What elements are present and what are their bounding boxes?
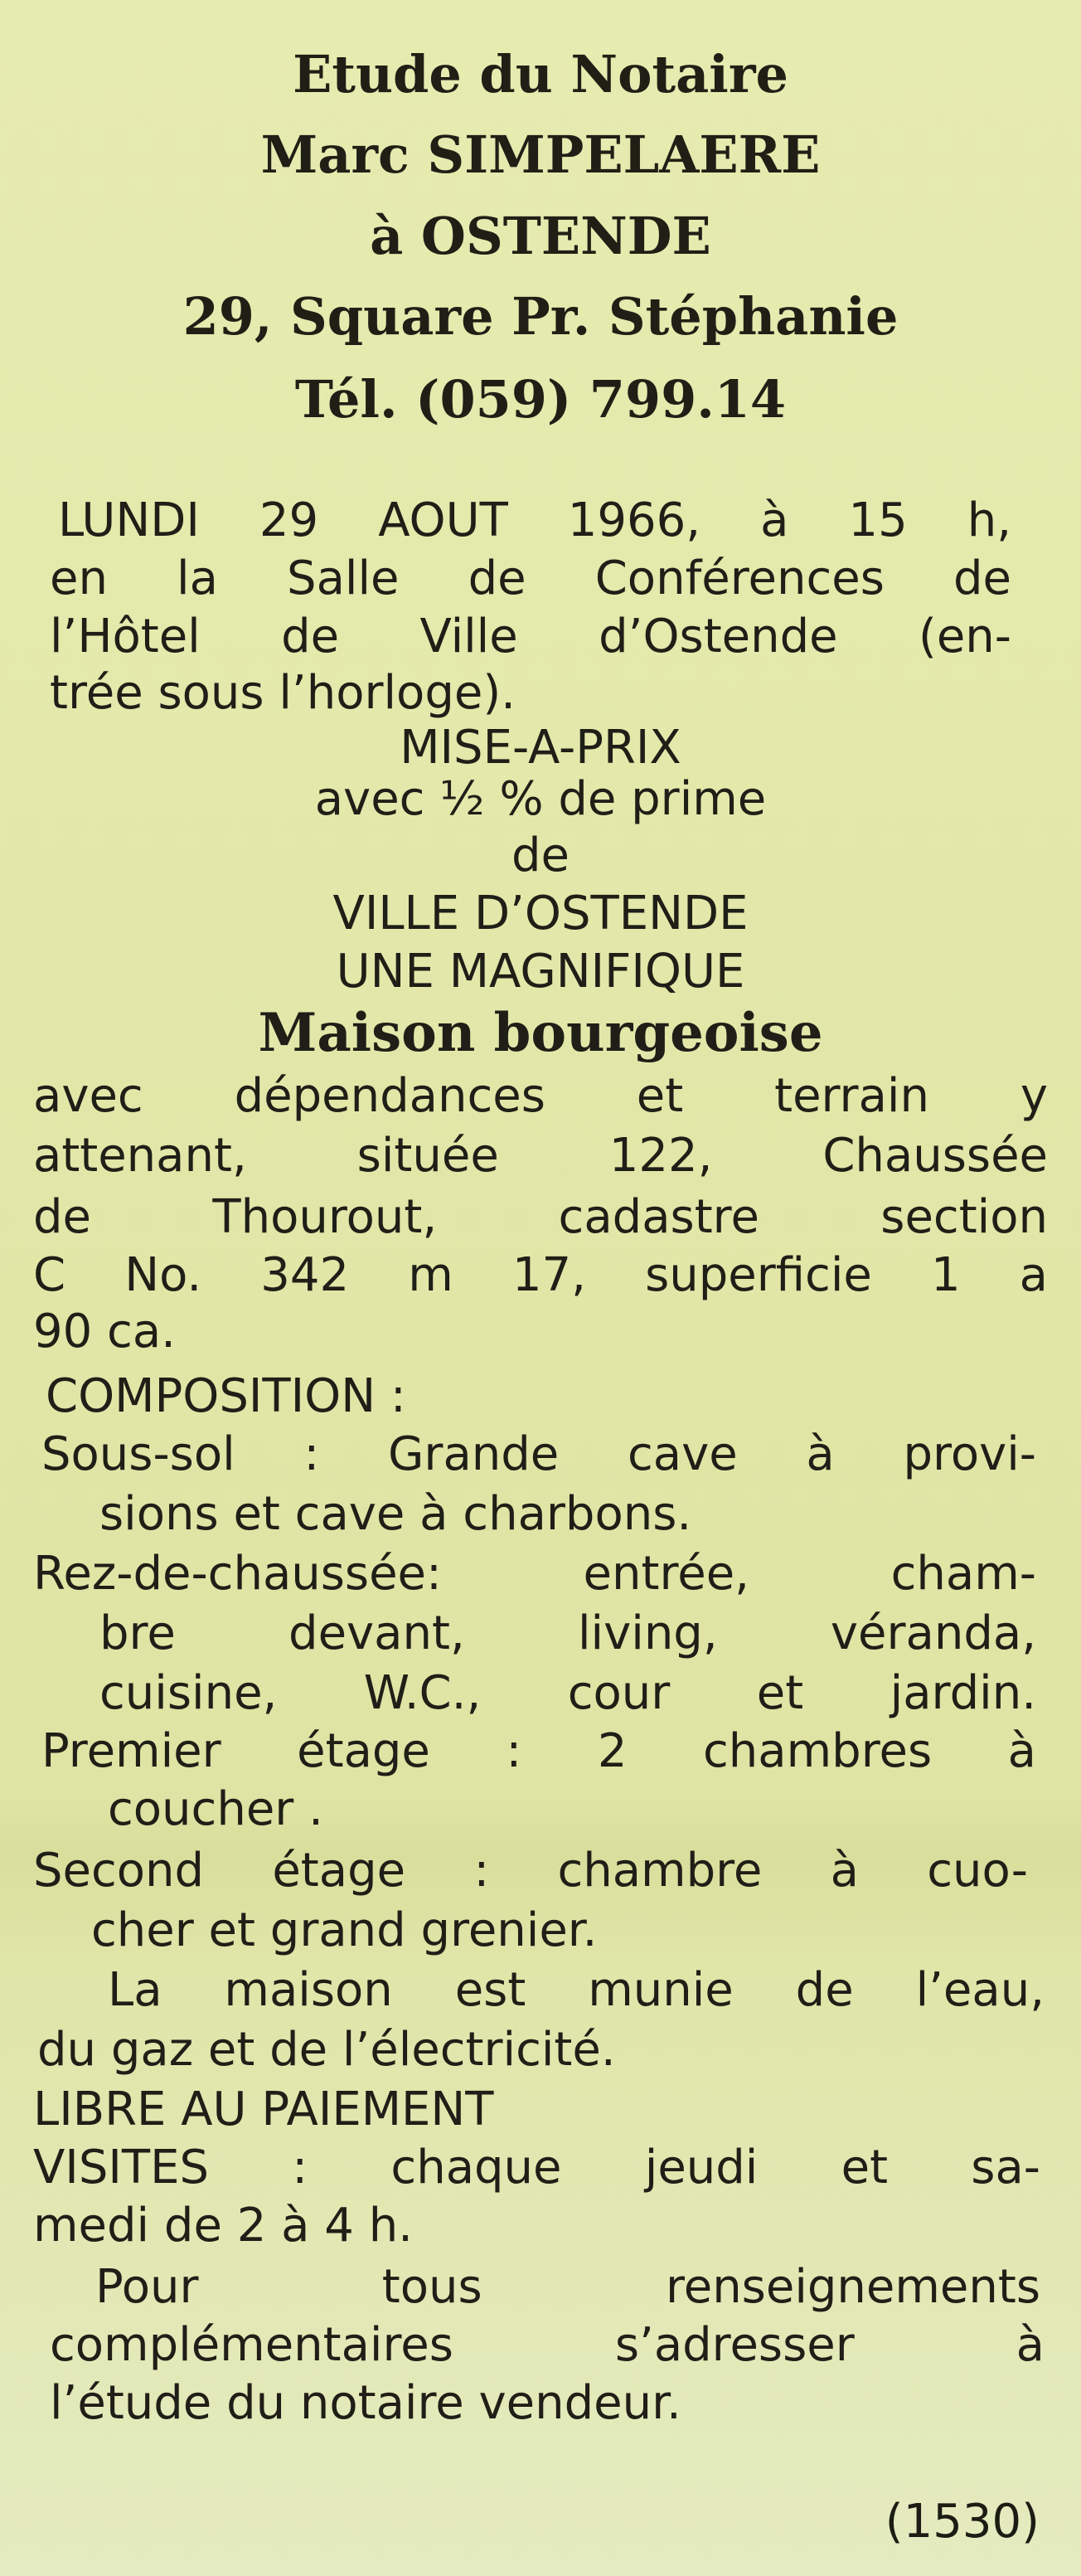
sale-date-line: LUNDI 29 AOUT 1966, à 15 h, <box>58 493 1011 547</box>
premier-etage-line: Premier étage : 2 chambres à <box>41 1724 1036 1778</box>
second-etage-line: cher et grand grenier. <box>91 1903 598 1957</box>
seller-line: VILLE D’OSTENDE <box>332 887 749 940</box>
property-description-line: 90 ca. <box>33 1305 176 1358</box>
magnifique-line: UNE MAGNIFIQUE <box>336 945 745 999</box>
sale-location-line: trée sous l’horloge). <box>50 666 516 720</box>
contact-line: l’étude du notaire vendeur. <box>50 2376 681 2430</box>
property-description-line: attenant, située 122, Chaussée <box>33 1129 1048 1183</box>
sous-sol-line: sions et cave à charbons. <box>99 1487 692 1541</box>
premier-etage-line: coucher . <box>108 1782 323 1836</box>
property-description-line: avec dépendances et terrain y <box>33 1069 1048 1123</box>
reference-number: (1530) <box>885 2495 1040 2549</box>
rez-de-chaussee-line: bre devant, living, véranda, <box>99 1606 1036 1660</box>
notary-office-line: Etude du Notaire <box>293 44 788 104</box>
composition-heading: COMPOSITION : <box>46 1369 406 1423</box>
contact-line: Pour tous renseignements <box>95 2260 1040 2314</box>
notary-phone: Tél. (059) 799.14 <box>294 369 787 430</box>
libre-line: LIBRE AU PAIEMENT <box>33 2083 494 2136</box>
notary-city: à OSTENDE <box>370 206 711 266</box>
visites-line: VISITES : chaque jeudi et sa- <box>33 2141 1040 2194</box>
sale-location-line: en la Salle de Conférences de <box>50 552 1011 605</box>
notary-address: 29, Square Pr. Stéphanie <box>182 286 899 347</box>
property-description-line: C No. 342 m 17, superficie 1 a <box>33 1248 1048 1302</box>
utilities-line: du gaz et de l’électricité. <box>37 2023 616 2077</box>
property-description-line: de Thourout, cadastre section <box>33 1190 1048 1244</box>
prime-line: avec ½ % de prime <box>314 772 767 826</box>
mise-a-prix-heading: MISE-A-PRIX <box>400 721 681 775</box>
sous-sol-line: Sous-sol : Grande cave à provi- <box>41 1427 1036 1481</box>
notary-name: Marc SIMPELAERE <box>260 124 821 185</box>
sale-location-line: l’Hôtel de Ville d’Ostende (en- <box>50 610 1011 663</box>
property-title: Maison bourgeoise <box>258 1002 823 1064</box>
contact-line: complémentaires s’adresser à <box>50 2318 1045 2372</box>
rez-de-chaussee-line: Rez-de-chaussée: entrée, cham- <box>33 1547 1036 1601</box>
utilities-line: La maison est munie de l’eau, <box>108 1963 1045 2017</box>
second-etage-line: Second étage : chambre à cuo- <box>33 1844 1028 1898</box>
rez-de-chaussee-line: cuisine, W.C., cour et jardin. <box>99 1666 1036 1720</box>
de-line: de <box>511 829 570 882</box>
visites-line: medi de 2 à 4 h. <box>33 2199 413 2253</box>
